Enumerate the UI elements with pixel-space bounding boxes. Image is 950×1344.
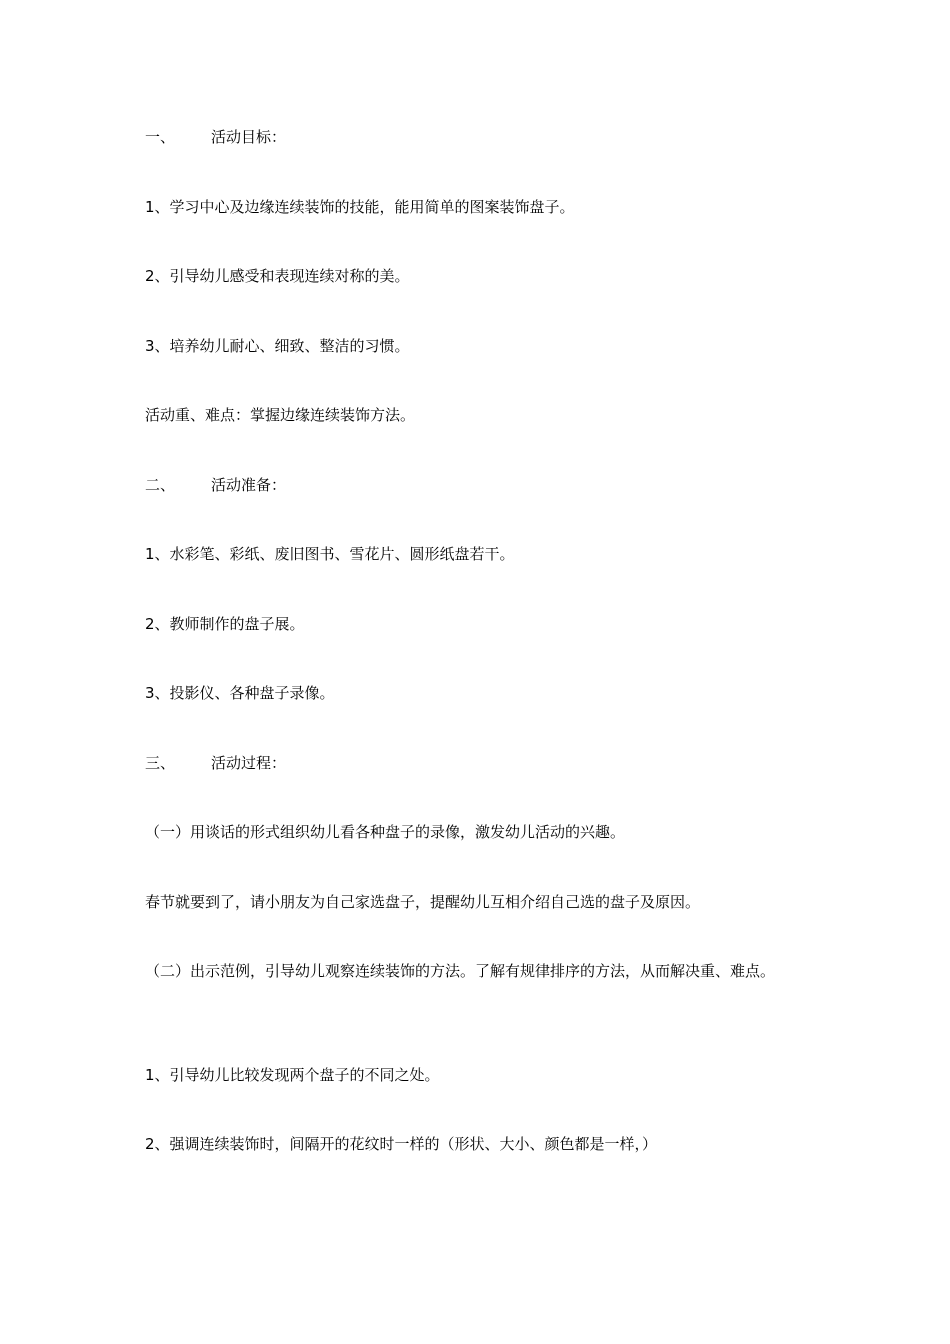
section-2-heading	[145, 475, 286, 495]
section-1-heading	[145, 127, 286, 147]
process-step-1: （一）用谈话的形式组织幼儿看各种盘子的录像，激发幼儿活动的兴趣。	[145, 823, 626, 841]
process-step-1-text: 春节就要到了，请小朋友为自己家选盘子，提醒幼儿互相介绍自己选的盘子及原因。	[145, 893, 701, 911]
section-3-title: 活动过程：	[211, 754, 287, 772]
section-3-heading	[145, 753, 286, 773]
process-step-2-item-2: 2、强调连续装饰时，间隔开的花纹时一样的（形状、大小、颜色都是一样，）	[145, 1135, 658, 1153]
section-2-title: 活动准备：	[211, 476, 287, 494]
section-1-number: 一、	[145, 128, 176, 146]
section-1-title: 活动目标：	[211, 128, 287, 146]
prep-item-2: 2、教师制作的盘子展。	[145, 615, 305, 633]
goal-item-1: 1、学习中心及边缘连续装饰的技能，能用简单的图案装饰盘子。	[145, 198, 575, 216]
section-3-number: 三、	[145, 754, 176, 772]
prep-item-1: 1、水彩笔、彩纸、废旧图书、雪花片、圆形纸盘若干。	[145, 545, 515, 563]
process-step-2-item-1: 1、引导幼儿比较发现两个盘子的不同之处。	[145, 1066, 440, 1084]
prep-item-3: 3、投影仪、各种盘子录像。	[145, 684, 335, 702]
key-points-text: 活动重、难点：掌握边缘连续装饰方法。	[145, 406, 416, 424]
goal-item-3: 3、培养幼儿耐心、细致、整洁的习惯。	[145, 337, 410, 355]
process-step-2: （二）出示范例，引导幼儿观察连续装饰的方法。了解有规律排序的方法，从而解决重、难点。	[145, 962, 776, 980]
section-2-number: 二、	[145, 476, 176, 494]
goal-item-2: 2、引导幼儿感受和表现连续对称的美。	[145, 267, 410, 285]
